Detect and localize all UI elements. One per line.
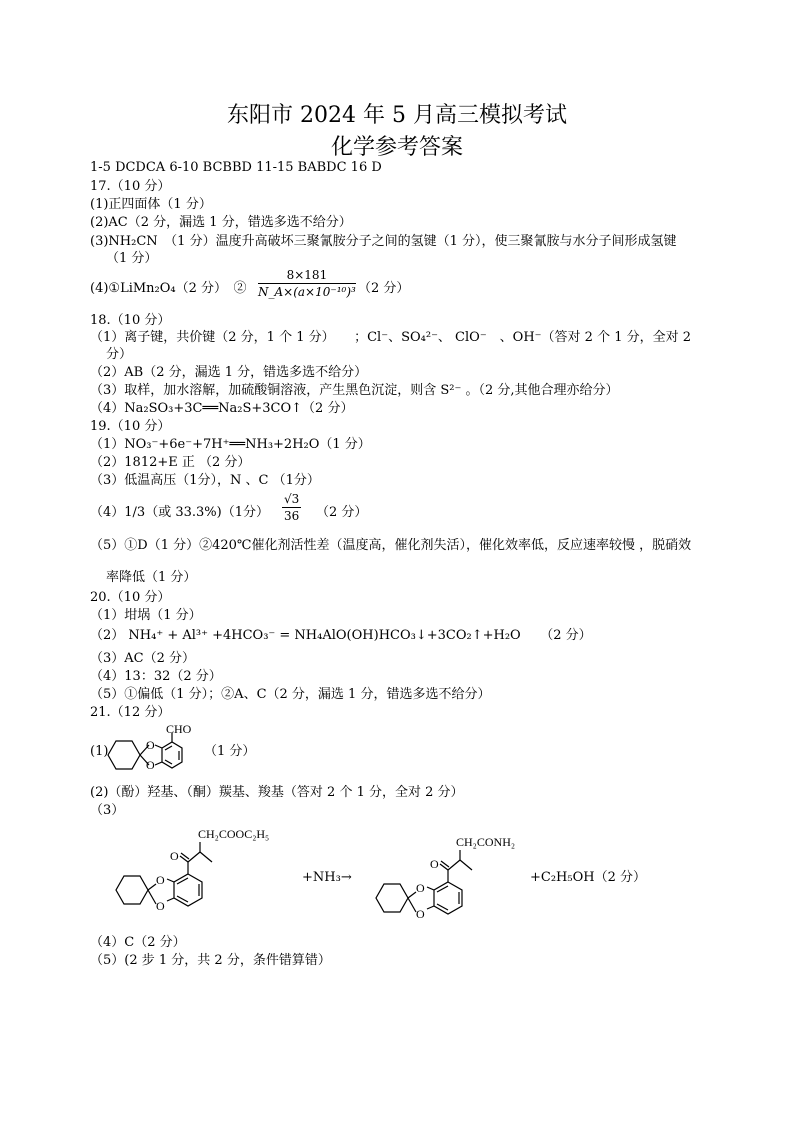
multiple-choice-answers: 1-5 DCDCA 6-10 BCBBD 11-15 BABDC 16 D (90, 160, 382, 175)
q21-answer-3: （3） (90, 803, 125, 818)
fraction-numerator: √3 (284, 492, 300, 506)
q17-answer-3-cont: （1 分） (106, 251, 158, 266)
fraction-denominator: 36 (284, 509, 300, 523)
q17-answer-4-score: （2 分） (358, 281, 410, 296)
q20-answer-4: （4）13：32（2 分） (90, 669, 222, 684)
amide-side-chain-label: CH₂CONH₂ (456, 835, 516, 849)
q19-fraction (282, 492, 301, 523)
benzene-ring (174, 874, 202, 906)
atom-o: O (146, 758, 155, 772)
cyclohexane-ring (376, 884, 408, 912)
page-title: 东阳市 2024 年 5 月高三模拟考试 (227, 103, 567, 128)
cyclohexane-ring (116, 876, 148, 904)
ester-side-chain-label: CH₂COOC₂H₅ (198, 827, 270, 841)
fraction-numerator: 8×181 (258, 268, 356, 284)
atom-o: O (156, 873, 165, 887)
q19-answer-5-cont: 率降低（1 分） (106, 570, 197, 585)
q19-answer-4-score: （2 分） (316, 505, 368, 520)
q18-answer-2: （2）AB（2 分，漏选 1 分，错选多选不给分） (90, 365, 368, 380)
fraction-denominator: N_A×(a×10⁻¹⁰)³ (258, 285, 356, 299)
q19-answer-2: （2）1812+E 正 （2 分） (90, 455, 251, 470)
q18-answer-1: （1）离子键，共价键（2 分，1 个 1 分） ；Cl⁻、SO₄²⁻、 ClO⁻ 、OH⁻（答对 2 个 1 分，全对 2 (90, 330, 692, 345)
ester-reactant-structure (112, 822, 302, 927)
q21-heading: 21.（12 分） (90, 705, 171, 720)
q21-answer-1-score: （1 分） (204, 744, 256, 759)
q19-answer-3: （3）低温高压（1分），N 、C （1分） (90, 473, 320, 488)
q21-answer-2: (2)（酚）羟基、（酮）羰基、羧基（答对 2 个 1 分，全对 2 分） (90, 785, 464, 800)
q17-heading: 17.（10 分） (90, 179, 171, 194)
q20-answer-1: （1）坩埚（1 分） (90, 608, 202, 623)
q20-answer-3: （3）AC（2 分） (90, 651, 196, 666)
q21-answer-4: （4）C（2 分） (90, 935, 186, 950)
q19-answer-4: （4）1/3（或 33.3%)（1分） (90, 505, 269, 520)
q18-heading: 18.（10 分） (90, 313, 171, 328)
q20-heading: 20.（10 分） (90, 590, 171, 605)
q17-answer-1: (1)正四面体（1 分） (90, 197, 212, 212)
q20-answer-2: （2） NH₄⁺ + Al³⁺ +4HCO₃⁻ = NH₄AlO(OH)HCO₃↓+3CO₂↑+H₂O （2 分） (90, 628, 592, 643)
benzene-ring (434, 882, 462, 914)
q21-answer-5: （5）(2 步 1 分，共 2 分，条件错算错） (90, 953, 331, 968)
q17-answer-2: (2)AC（2 分，漏选 1 分，错选多选不给分） (90, 215, 352, 230)
amide-product-structure (364, 830, 554, 935)
aldehyde-label: CHO (166, 725, 192, 736)
q18-answer-4: （4）Na₂SO₃+3C══Na₂S+3CO↑（2 分） (90, 401, 354, 416)
q19-heading: 19.（10 分） (90, 419, 171, 434)
reagent-nh3: +NH₃→ (302, 870, 352, 885)
byproduct-ethanol: +C₂H₅OH（2 分） (530, 870, 646, 885)
q17-answer-3: (3)NH₂CN （1 分）温度升高破坏三聚氰胺分子之间的氢键（1 分），使三聚氰胺与水分子间形成氢键 (90, 234, 677, 249)
q21-answer-1-label: (1) (90, 744, 109, 759)
q17-answer-4: (4)①LiMn₂O₄（2 分） ② (90, 281, 247, 296)
cyclohexane-ring (108, 741, 140, 769)
atom-o: O (156, 899, 165, 913)
atom-o: O (170, 849, 179, 863)
q19-answer-1: （1）NO₃⁻+6e⁻+7H⁺══NH₃+2H₂O（1 分） (90, 437, 371, 452)
atom-o: O (430, 857, 439, 871)
atom-o: O (146, 738, 155, 752)
q20-answer-5: （5）①偏低（1 分）；②A、C（2 分，漏选 1 分，错选多选不给分） (90, 687, 491, 702)
atom-o: O (416, 907, 425, 921)
q18-answer-1-cont: 分） (106, 347, 133, 362)
q18-answer-3: （3）取样，加水溶解，加硫酸铜溶液，产生黑色沉淀，则含 S²⁻ 。（2 分,其他合理亦给分） (90, 383, 619, 398)
q17-density-fraction (258, 268, 356, 299)
atom-o: O (416, 881, 425, 895)
q19-answer-5: （5）①D（1 分）②420℃催化剂活性差（温度高，催化剂失活），催化效率低，反应速率较慢 ，脱硝效 (90, 538, 692, 553)
page-subtitle: 化学参考答案 (330, 135, 463, 160)
spiroketal-aldehyde-structure (104, 725, 204, 785)
